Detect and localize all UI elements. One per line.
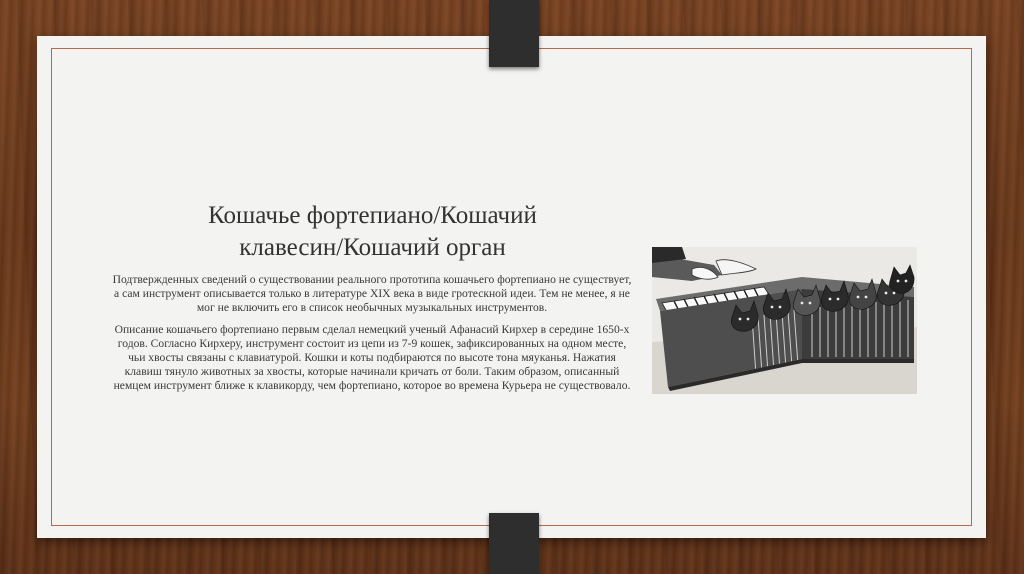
title-line-1: Кошачье фортепиано/Кошачий [208,202,537,229]
paragraph-1: Подтвержденных сведений о существовании реального прототипа кошачьего фортепиано не существует, а сам инструмент описывается только в литературе XIX века в виде гротескной идеи. Тем не менее, я не мог не включить его в список необычных музыкальных инструментов. [112,273,632,314]
title-line-2: клавесин/Кошачий орган [239,234,506,261]
paragraph-2: Описание кошачьего фортепиано первым сделал немецкий ученый Афанасий Кирхер в середине 1650-х годов. Согласно Кирхеру, инструмент состоит из цепи из 7-9 кошек, зафиксированных на одном месте, чьи хвосты связаны с клавиатурой. Кошки и коты подбираются по высоте тона мяуканья. Нажатия клавиш тянуло животных за хвосты, которые начинали кричать от боли. Таким образом, описанный немцем инструмент ближе к клавикорду, чем фортепиано, которое во времена Курьера не существовало. [113,323,631,392]
binder-clip-bottom [489,513,539,574]
slide-body [112,273,632,401]
cat-piano-illustration [652,247,917,394]
slide-title [150,200,595,264]
cat-piano-drawing [652,247,917,394]
binder-clip-top [489,0,539,67]
